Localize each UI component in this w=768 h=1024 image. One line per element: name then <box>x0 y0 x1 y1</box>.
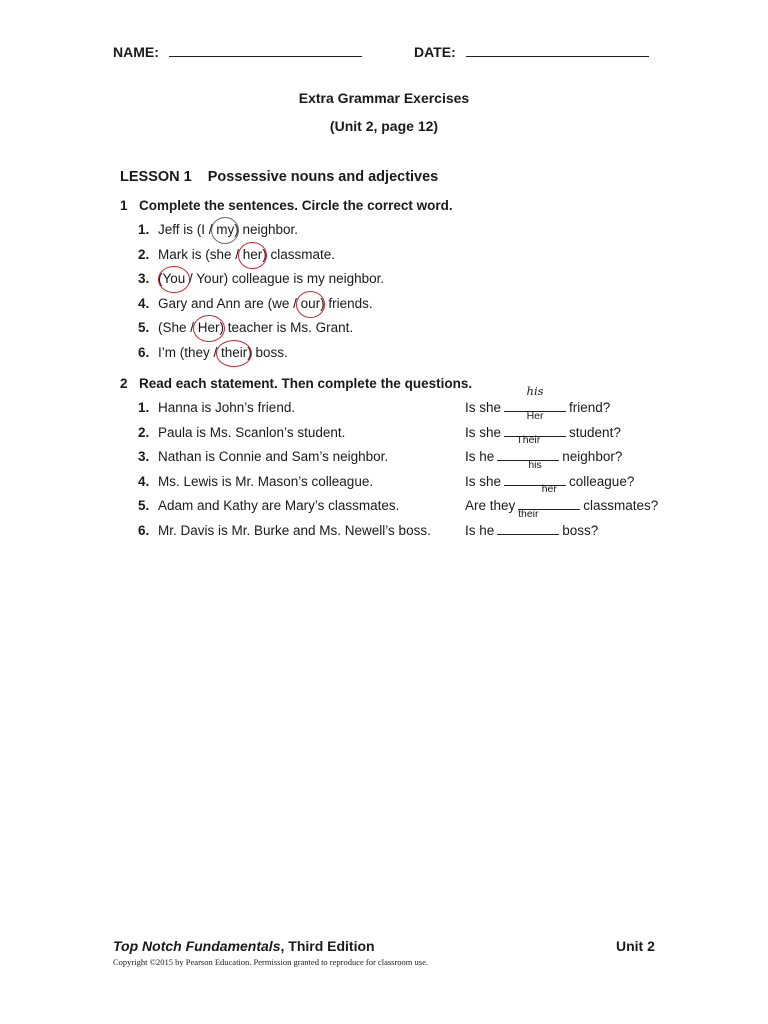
exercise-number: 2 <box>120 376 128 391</box>
exercise-number: 1 <box>120 198 128 213</box>
question-start: Is she <box>465 424 502 440</box>
answer-text: Her <box>526 409 544 422</box>
question-start: Is he <box>465 449 495 465</box>
name-field[interactable] <box>169 56 362 57</box>
sentence-start: ( <box>158 271 163 287</box>
date-row <box>414 44 649 60</box>
sentence-end: ) classmate. <box>262 246 336 262</box>
exercise-1-instruction <box>120 198 453 213</box>
statement: Paula is Ms. Scanlon’s student. <box>158 424 346 440</box>
exercise-2-item <box>138 508 718 541</box>
date-label: DATE: <box>414 44 456 60</box>
question-end: friend? <box>569 400 611 415</box>
sentence-end: ) teacher is Ms. Grant. <box>219 320 354 336</box>
sentence-start: I’m (they / <box>158 345 222 360</box>
footer-unit: Unit 2 <box>616 938 655 954</box>
exercise-2-item <box>138 458 718 492</box>
question <box>465 483 659 516</box>
circled-answer[interactable]: You <box>163 269 186 289</box>
item-number: 2. <box>138 246 150 262</box>
sentence-start: Gary and Ann are (we / <box>158 295 301 311</box>
statement: Ms. Lewis is Mr. Mason’s colleague. <box>158 473 374 489</box>
copyright-notice: Copyright ©2015 by Pearson Education. Permission granted to reproduce for classroom use. <box>113 957 428 967</box>
item-number: 6. <box>138 523 150 538</box>
item-number: 4. <box>138 295 150 311</box>
answer-text: his <box>528 458 542 471</box>
lesson-topic: Possessive nouns and adjectives <box>207 169 439 185</box>
sentence-end: ) friends. <box>320 295 373 311</box>
instruction-text: Read each statement. Then complete the questions. <box>139 376 473 391</box>
statement: Mr. Davis is Mr. Burke and Ms. Newell’s boss. <box>158 523 431 538</box>
question-end: classmates? <box>583 498 659 514</box>
instruction-text: Complete the sentences. Circle the correct word. <box>139 198 453 213</box>
answer-text: his <box>526 384 544 398</box>
book-edition: , Third Edition <box>280 938 375 954</box>
exercise-1-item <box>138 220 298 240</box>
question-end: boss? <box>562 523 599 538</box>
item-number: 5. <box>138 320 150 336</box>
sentence-end: ) neighbor. <box>234 222 299 237</box>
exercise-2-instruction <box>120 376 472 391</box>
exercise-2-item <box>138 384 718 418</box>
question-end: colleague? <box>569 473 635 489</box>
lesson-heading <box>120 169 438 185</box>
name-row <box>113 44 362 60</box>
question-start: Is she <box>465 473 502 489</box>
exercise-1-item <box>138 294 373 314</box>
circled-answer[interactable]: her <box>243 245 263 265</box>
sentence-start: (She / <box>158 320 198 336</box>
item-number: 3. <box>138 449 150 465</box>
item-number: 6. <box>138 345 150 360</box>
sentence-start: Jeff is (I / <box>158 222 217 237</box>
answer-text: Their <box>516 434 541 447</box>
item-number: 1. <box>138 222 150 237</box>
lesson-label: LESSON 1 <box>120 169 192 185</box>
page-title: Extra Grammar Exercises <box>298 90 470 106</box>
statement: Adam and Kathy are Mary’s classmates. <box>158 498 400 514</box>
name-label: NAME: <box>113 44 159 60</box>
exercise-1-item <box>138 269 384 289</box>
circled-answer[interactable]: Her <box>198 318 220 338</box>
book-title: Top Notch Fundamentals <box>113 938 281 954</box>
sentence-end: ) boss. <box>247 345 288 360</box>
answer-text: their <box>518 508 539 520</box>
question <box>465 508 599 541</box>
exercise-1-item <box>138 343 288 363</box>
item-number: 5. <box>138 498 150 514</box>
exercise-2-item <box>138 483 718 516</box>
sentence-start: Mark is (she / <box>158 246 243 262</box>
item-number: 4. <box>138 473 150 489</box>
question-end: neighbor? <box>562 449 623 465</box>
footer-book-title <box>113 938 375 954</box>
question-end: student? <box>569 424 621 440</box>
item-number: 2. <box>138 424 150 440</box>
statement: Hanna is John’s friend. <box>158 400 296 415</box>
date-field[interactable] <box>466 56 649 57</box>
statement: Nathan is Connie and Sam’s neighbor. <box>158 449 389 465</box>
exercise-2-item <box>138 409 718 443</box>
question-start: Is he <box>465 523 495 538</box>
circled-answer[interactable]: my <box>216 220 234 240</box>
item-number: 1. <box>138 400 150 415</box>
circled-answer[interactable]: our <box>301 294 321 314</box>
answer-text: her <box>541 483 557 496</box>
answer-blank[interactable] <box>497 508 559 535</box>
circled-answer[interactable]: their <box>221 343 247 363</box>
exercise-1-item <box>138 318 353 338</box>
exercise-1-item <box>138 245 335 265</box>
item-number: 3. <box>138 271 150 287</box>
exercise-2-item <box>138 434 718 467</box>
page-subtitle: (Unit 2, page 12) <box>329 118 439 134</box>
sentence-end: / Your) colleague is my neighbor. <box>185 271 385 287</box>
question-start: Is she <box>465 400 502 415</box>
question-start: Are they <box>465 498 516 514</box>
